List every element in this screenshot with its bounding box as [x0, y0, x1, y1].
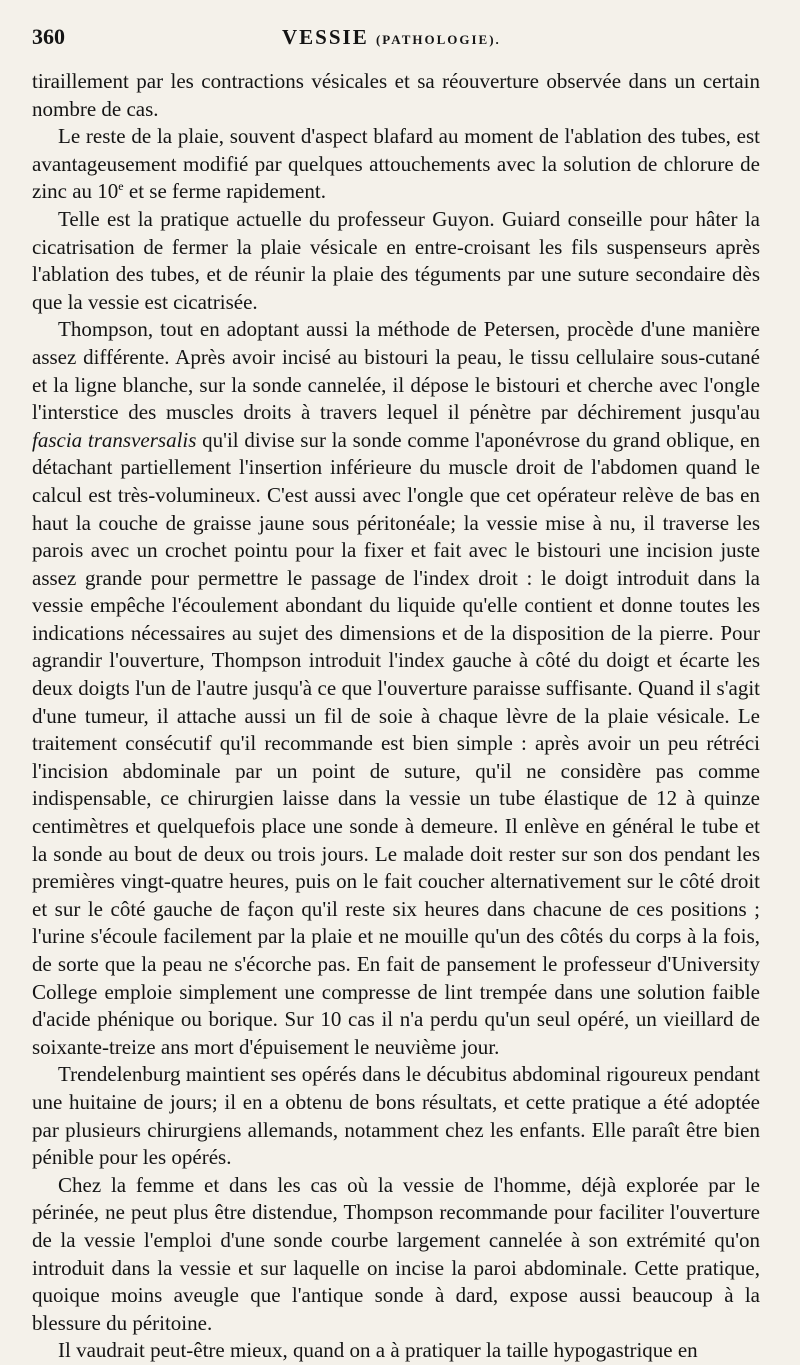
paragraph-text: Trendelenburg maintient ses opérés dans le décubitus abdominal rigoureux pendant une huitaine de jours; il en a obtenu de bons résultats, et cette pratique a été adoptée par plusieurs chirurgiens allemands, notamment chez les enfants. Elle paraît être bien pénible pour les opérés.	[32, 1062, 760, 1170]
running-title-sub: (PATHOLOGIE).	[375, 32, 501, 47]
paragraph-text: Thompson, tout en adoptant aussi la méthode de Petersen, procède d'une manière assez différente. Après avoir incisé au bistouri la peau, le tissu cellulaire sous-cutané et la ligne blanche, sur la sonde cannelée, il dépose le bistouri et cherche avec l'ongle l'interstice des muscles droits à travers lequel il pénètre par déchirement jusqu'au	[32, 317, 760, 425]
page-body	[32, 68, 760, 1365]
running-header	[32, 24, 760, 58]
paragraph-text: Il vaudrait peut-être mieux, quand on a à pratiquer la taille hypogastrique en	[58, 1338, 698, 1363]
paragraph-text: Le reste de la plaie, souvent d'aspect blafard au moment de l'ablation des tubes, est avantageusement modifié par quelques attouchements avec la solution de chlorure de zinc au 10	[32, 124, 760, 204]
paragraph-text: Chez la femme et dans les cas où la vessie de l'homme, déjà explorée par le périnée, ne peut plus être distendue, Thompson recommande pour faciliter l'ouverture de la vessie l'emploi d'une sonde courbe largement cannelée à son extrémité qu'on introduit dans la vessie et sur laquelle on incise la paroi abdominale. Cette pratique, quoique moins aveugle que l'antique sonde à dard, expose aussi beaucoup à la blessure du péritoine.	[32, 1172, 760, 1335]
superscript: e	[118, 179, 124, 194]
paragraph	[32, 1061, 760, 1171]
paragraph-text: tiraillement par les contractions vésicales et sa réouverture observée dans un certain nombre de cas.	[32, 69, 760, 121]
paragraph	[32, 68, 760, 123]
paragraph	[32, 123, 760, 206]
paragraph-text: et se ferme rapidement.	[123, 179, 326, 204]
running-title-main: VESSIE	[282, 25, 369, 49]
running-title	[282, 25, 501, 50]
paragraph-text: qu'il divise sur la sonde comme l'aponévrose du grand oblique, en détachant partiellement l'insertion inférieure du muscle droit de l'abdomen quand le calcul est très-volumineux. C'est aussi avec l'ongle que cet opérateur relève de bas en haut la couche de graisse jaune sous péritonéale; la vessie mise à nu, il traverse les parois avec un crochet pointu pour la fixer et fait avec le bistouri une incision juste assez grande pour permettre le passage de l'index droit : le doigt introduit dans la vessie empêche l'écoulement abondant du liquide qu'elle contient et donne toutes les indications nécessaires au sujet des dimensions et de la disposition de la pierre. Pour agrandir l'ouverture, Thompson introduit l'index gauche à côté du doigt et écarte les deux doigts l'un de l'autre jusqu'à ce que l'ouverture paraisse suffisante. Quand il s'agit d'une tumeur, il attache aussi un fil de soie à chaque lèvre de la plaie vésicale. Le traitement consécutif qu'il recommande est bien simple : après avoir un peu rétréci l'incision abdominale par un point de suture, qu'il ne considère pas comme indispensable, ce chirurgien laisse dans la vessie un tube élastique de 12 à quinze centimètres et quelquefois place une sonde à demeure. Il enlève en général le tube et la sonde au bout de deux ou trois jours. Le malade doit rester sur son dos pendant les premières vingt-quatre heures, puis on le fait coucher alternativement sur le côté droit et sur le côté gauche de façon qu'il reste six heures dans chacune de ces positions ; l'urine s'écoule facilement par la plaie et ne mouille qu'un des côtés du corps à la fois, de sorte que la peau ne s'écorche pas. En fait de pansement le professeur d'University College emploie simplement une compresse de lint trempée dans une solution faible d'acide phénique ou borique. Sur 10 cas il n'a perdu qu'un seul opéré, un vieillard de soixante-treize ans mort d'épuisement le neuvième jour.	[32, 427, 760, 1059]
italic-term: fascia transversalis	[32, 427, 197, 452]
paragraph	[32, 206, 760, 316]
page-number: 360	[32, 24, 65, 49]
paragraph-text: Telle est la pratique actuelle du professeur Guyon. Guiard conseille pour hâter la cicatrisation de fermer la plaie vésicale en entre-croisant les fils suspenseurs après l'ablation des tubes, et de réunir la plaie des téguments par une suture secondaire dès que la vessie est cicatrisée.	[32, 206, 760, 314]
paragraph	[32, 1172, 760, 1338]
paragraph	[32, 1337, 760, 1365]
paragraph	[32, 316, 760, 1061]
